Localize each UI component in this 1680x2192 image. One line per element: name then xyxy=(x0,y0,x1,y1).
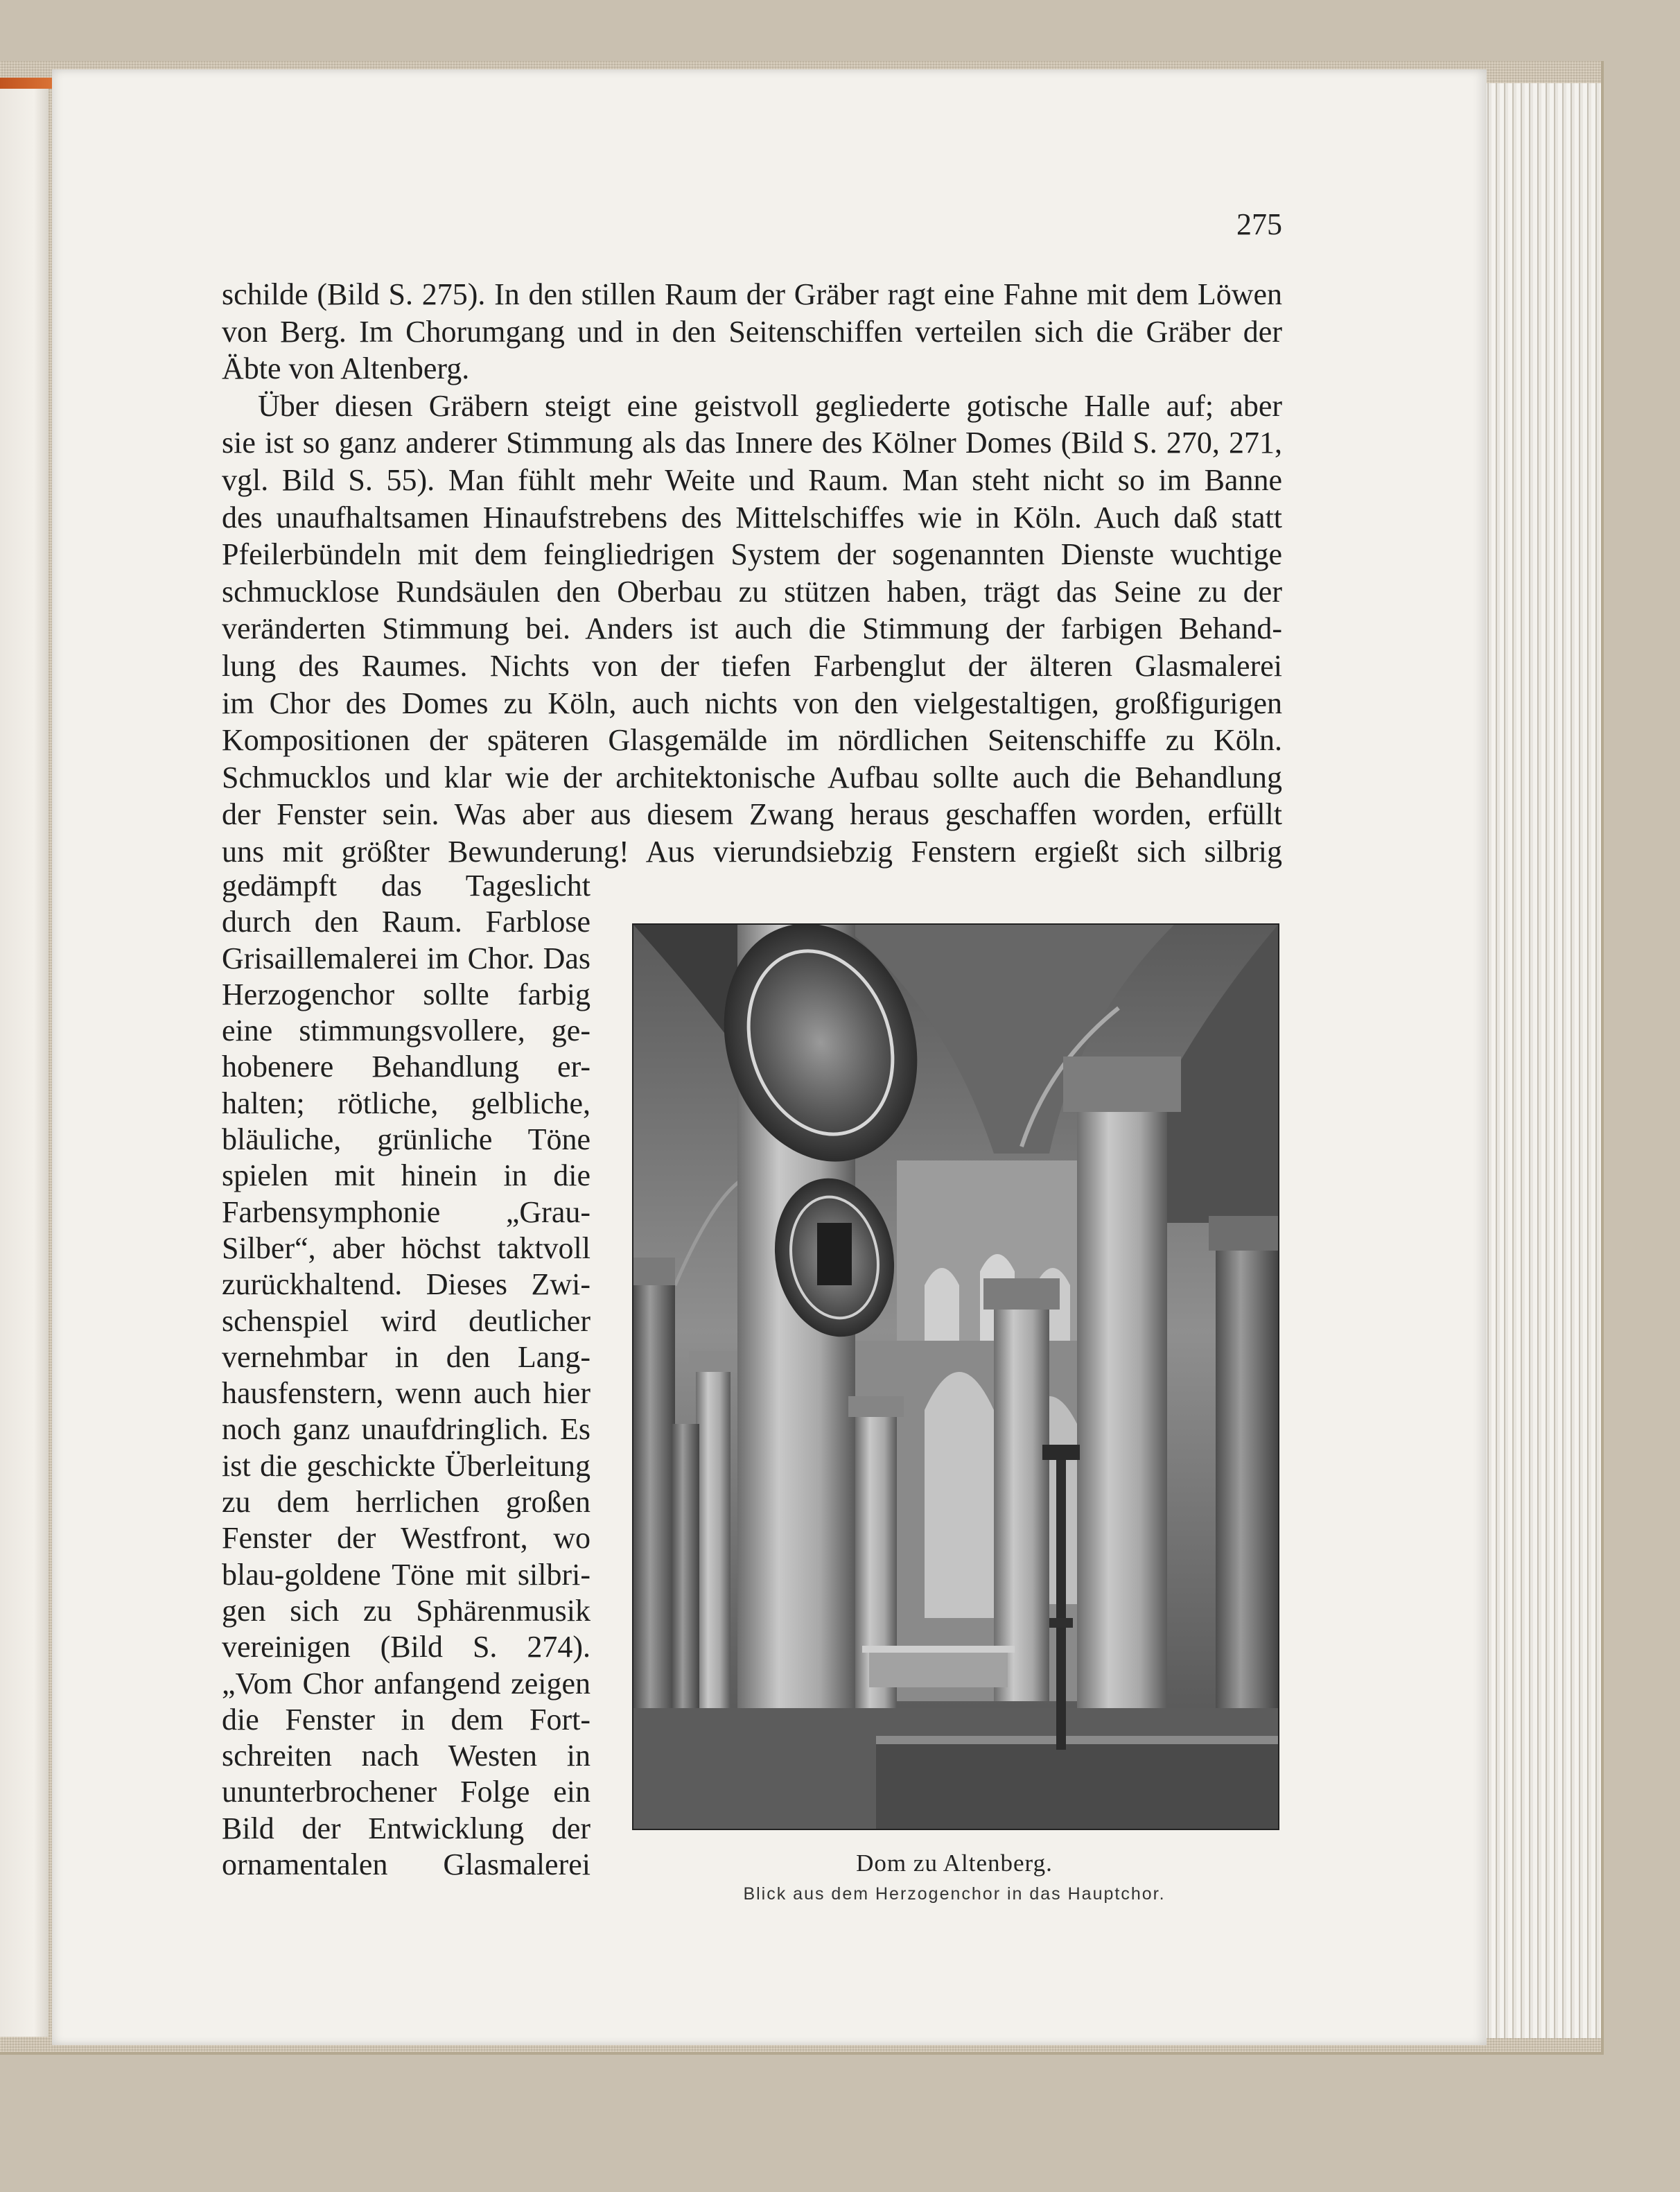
text-line: hausfenstern, wenn auch hier xyxy=(222,1376,590,1411)
text-line: „Vom Chor anfangend zeigen xyxy=(222,1666,590,1700)
text-line: Grisaillemalerei im Chor. Das xyxy=(222,941,590,975)
text-line: Herzogenchor sollte farbig xyxy=(222,977,590,1011)
text-line: zu dem herrlichen großen xyxy=(222,1485,590,1520)
text-line: halten; rötliche, gelbliche, xyxy=(222,1086,590,1120)
text-line: Kompositionen der späteren Glasgemälde im nördlichen Seitenschiffe zu Köln. xyxy=(222,723,1282,758)
text-line: uns mit größter Bewunderung! Aus vierundsiebzig Fenstern ergießt sich silbrig xyxy=(222,834,1282,869)
text-line: schilde (Bild S. 275). In den stillen Raum der Gräber ragt eine Fahne mit dem Löwen xyxy=(222,277,1282,311)
text-line: bläuliche, grünliche Töne xyxy=(222,1122,590,1157)
column-text xyxy=(222,868,590,1883)
text-line: Pfeilerbündeln mit dem feingliedrigen System der sogenannten Dienste wuchtige xyxy=(222,537,1282,572)
text-line: schmucklose Rundsäulen den Oberbau zu stützen haben, trägt das Seine zu der xyxy=(222,574,1282,609)
text-line: Farbensymphonie „Grau- xyxy=(222,1194,590,1229)
text-line: vgl. Bild S. 55). Man fühlt mehr Weite und Raum. Man steht nicht so im Banne xyxy=(222,462,1282,497)
text-line: schenspiel wird deutlicher xyxy=(222,1303,590,1338)
text-line: noch ganz unaufdringlich. Es xyxy=(222,1412,590,1447)
text-line: Bild der Entwicklung der xyxy=(222,1811,590,1845)
text-line: ununterbrochener Folge ein xyxy=(222,1775,590,1809)
text-line: Schmucklos und klar wie der architektonische Aufbau sollte auch die Behandlung xyxy=(222,760,1282,794)
page-number: 275 xyxy=(1236,207,1282,241)
text-line: Silber“, aber höchst taktvoll xyxy=(222,1230,590,1265)
text-line: des unaufhaltsamen Hinaufstrebens des Mittelschiffes wie in Köln. Auch daß statt xyxy=(222,500,1282,534)
text-line: blau-goldene Töne mit silbri- xyxy=(222,1557,590,1592)
text-line: Fenster der Westfront, wo xyxy=(222,1521,590,1556)
text-line: von Berg. Im Chorumgang und in den Seitenschiffen verteilen sich die Gräber der xyxy=(222,314,1282,349)
page-block-edges xyxy=(1483,83,1601,2038)
text-line: veränderten Stimmung bei. Anders ist auch die Stimmung der farbigen Behand- xyxy=(222,611,1282,646)
text-line: eine stimmungsvollere, ge- xyxy=(222,1014,590,1048)
text-line: ornamentalen Glasmalerei xyxy=(222,1847,590,1882)
text-line: hobenere Behandlung er- xyxy=(222,1050,590,1084)
figure-caption-subtitle: Blick aus dem Herzogenchor in das Hauptchor. xyxy=(743,1884,1166,1904)
previous-page-edge xyxy=(0,82,49,2037)
text-line: gen sich zu Sphärenmusik xyxy=(222,1593,590,1628)
text-line: die Fenster in dem Fort- xyxy=(222,1702,590,1737)
text-line: ist die geschickte Überleitung xyxy=(222,1448,590,1483)
text-line: durch den Raum. Farblose xyxy=(222,905,590,939)
figure-caption-title: Dom zu Altenberg. xyxy=(856,1850,1053,1877)
text-line: Äbte von Altenberg. xyxy=(222,351,470,386)
text-line: der Fenster sein. Was aber aus diesem Zwang heraus geschaffen worden, erfüllt xyxy=(222,797,1282,832)
text-line: sie ist so ganz anderer Stimmung als das Innere des Kölner Domes (Bild S. 270, 271, xyxy=(222,426,1282,460)
text-line: gedämpft das Tageslicht xyxy=(222,869,590,903)
cathedral-photograph xyxy=(632,923,1279,1830)
text-line: vernehmbar in den Lang- xyxy=(222,1339,590,1374)
body-text xyxy=(222,276,1282,871)
text-line: Über diesen Gräbern steigt eine geistvoll gegliederte gotische Halle auf; aber xyxy=(258,388,1282,423)
text-line: vereinigen (Bild S. 274). xyxy=(222,1630,590,1664)
text-line: zurückhaltend. Dieses Zwi- xyxy=(222,1267,590,1302)
text-line: schreiten nach Westen in xyxy=(222,1739,590,1773)
text-line: im Chor des Domes zu Köln, auch nichts von den vielgestaltigen, großfigurigen xyxy=(222,686,1282,720)
text-line: lung des Raumes. Nichts von der tiefen Farbenglut der älteren Glasmalerei xyxy=(222,648,1282,683)
text-line: spielen mit hinein in die xyxy=(222,1158,590,1193)
